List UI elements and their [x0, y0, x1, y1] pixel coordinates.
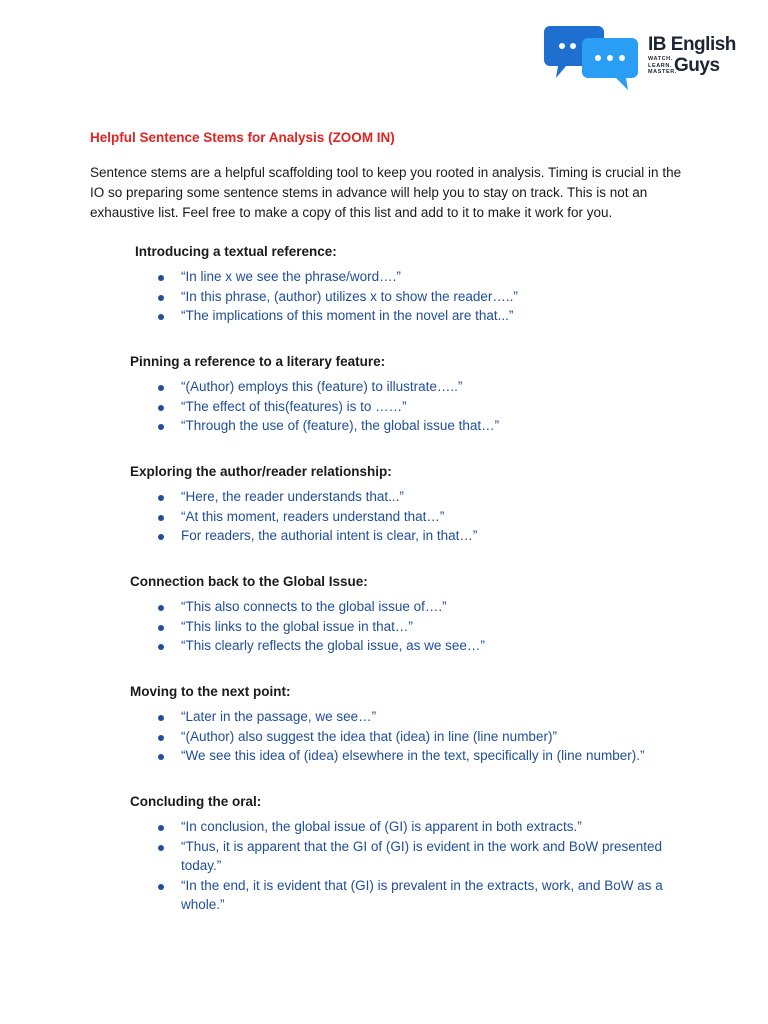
- logo-line-2: Guys: [674, 55, 720, 76]
- list-item: [156, 636, 676, 656]
- stem-text: “In the end, it is evident that (GI) is prevalent in the extracts, work, and BoW as a whole.”: [181, 877, 663, 913]
- bullet-icon: [158, 275, 164, 281]
- list-item: [156, 416, 676, 436]
- stem-list: [156, 377, 676, 436]
- stem-text: “Later in the passage, we see…”: [181, 709, 377, 724]
- list-item: [156, 817, 676, 837]
- section-heading: Pinning a reference to a literary feature:: [130, 354, 386, 369]
- bullet-icon: [158, 534, 164, 540]
- stem-text: “(Author) also suggest the idea that (idea) in line (line number)”: [181, 728, 557, 744]
- chat-bubbles-icon: [544, 24, 642, 96]
- stem-list: [156, 707, 676, 766]
- list-item: [156, 597, 676, 617]
- stem-list: [156, 817, 676, 915]
- stem-text: “In line x we see the phrase/word….”: [181, 269, 401, 284]
- list-item: [156, 287, 676, 307]
- list-item: [156, 306, 676, 326]
- list-item: [156, 507, 676, 527]
- tagline-word: MASTER.: [648, 69, 677, 75]
- bullet-icon: [158, 625, 164, 631]
- list-item: [156, 617, 676, 637]
- ib-english-guys-logo: [544, 22, 744, 94]
- stem-list: [156, 597, 676, 656]
- stem-text: “Through the use of (feature), the global issue that…”: [181, 418, 500, 434]
- stem-text: For readers, the authorial intent is clear, in that…”: [181, 528, 478, 544]
- bullet-icon: [158, 405, 164, 411]
- bullet-icon: [158, 644, 164, 650]
- tagline-word: WATCH.: [648, 56, 673, 62]
- list-item: [156, 397, 676, 417]
- bullet-icon: [158, 424, 164, 430]
- bullet-icon: [158, 825, 164, 831]
- tagline-word: LEARN.: [648, 62, 673, 69]
- list-item: [156, 727, 676, 747]
- bullet-icon: [158, 495, 164, 501]
- stem-text: “The effect of this(features) is to ……”: [181, 398, 407, 414]
- list-item: [156, 487, 676, 507]
- list-item: [156, 876, 676, 915]
- section-heading: Exploring the author/reader relationship:: [130, 464, 392, 479]
- list-item: [156, 837, 676, 876]
- stem-text: “(Author) employs this (feature) to illustrate…..”: [181, 379, 463, 394]
- bullet-icon: [158, 295, 164, 301]
- stem-list: [156, 487, 676, 546]
- bullet-icon: [158, 884, 164, 890]
- stem-text: “We see this idea of (idea) elsewhere in the text, specifically in (line number).”: [181, 748, 645, 764]
- list-item: [156, 746, 676, 766]
- stem-text: “Thus, it is apparent that the GI of (GI) is evident in the work and BoW presented today.”: [181, 838, 662, 874]
- list-item: [156, 526, 676, 546]
- stem-text: “At this moment, readers understand that…”: [181, 508, 445, 524]
- bullet-icon: [158, 385, 164, 391]
- stem-text: “This clearly reflects the global issue, as we see…”: [181, 638, 485, 654]
- section-heading: Moving to the next point:: [130, 684, 291, 699]
- list-item: [156, 377, 676, 397]
- bullet-icon: [158, 605, 164, 611]
- section-heading: Introducing a textual reference:: [135, 244, 337, 259]
- stem-text: “Here, the reader understands that...”: [181, 489, 404, 504]
- bullet-icon: [158, 715, 164, 721]
- logo-tagline: [648, 56, 678, 76]
- bullet-icon: [158, 515, 164, 521]
- stem-text: “This links to the global issue in that…”: [181, 618, 413, 634]
- bullet-icon: [158, 845, 164, 851]
- document-title: Helpful Sentence Stems for Analysis (ZOOM IN): [90, 130, 395, 145]
- section-heading: Concluding the oral:: [130, 794, 262, 809]
- bullet-icon: [158, 314, 164, 320]
- stem-text: “In this phrase, (author) utilizes x to show the reader…..”: [181, 288, 518, 304]
- logo-line-1: IB English: [648, 34, 736, 55]
- intro-paragraph: Sentence stems are a helpful scaffolding tool to keep you rooted in analysis. Timing is crucial in the IO so preparing some sentence stems in advance will help you to stay on track. This is not an exhaustive list. Feel free to make a copy of this list and add to it to make it work for you.: [90, 165, 682, 220]
- stem-list: [156, 267, 676, 326]
- bullet-icon: [158, 754, 164, 760]
- stem-text: “This also connects to the global issue of….”: [181, 599, 447, 614]
- stem-text: “The implications of this moment in the novel are that...”: [181, 308, 514, 324]
- list-item: [156, 267, 676, 287]
- list-item: [156, 707, 676, 727]
- section-heading: Connection back to the Global Issue:: [130, 574, 368, 589]
- bullet-icon: [158, 735, 164, 741]
- stem-text: “In conclusion, the global issue of (GI) is apparent in both extracts.”: [181, 819, 582, 834]
